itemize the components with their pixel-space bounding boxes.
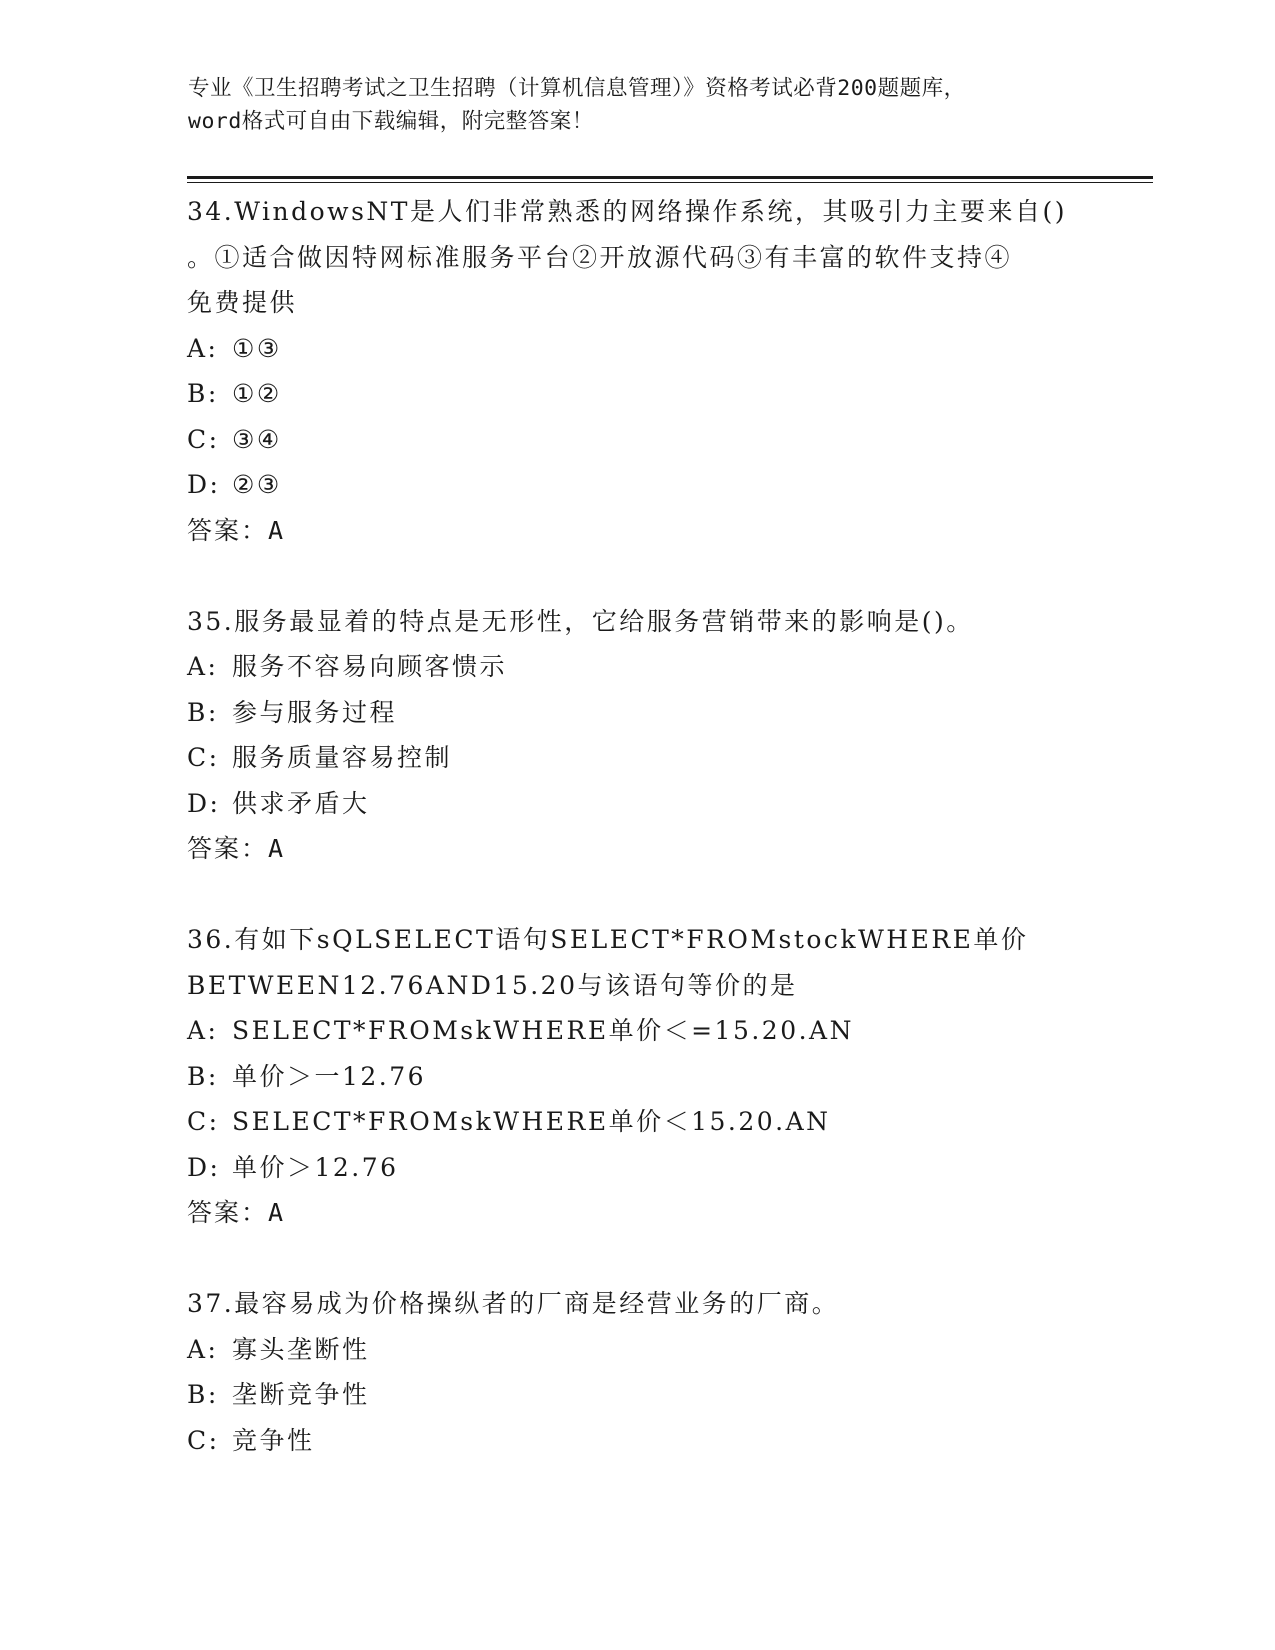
option-letter: B: xyxy=(187,697,219,727)
option-b xyxy=(187,1054,1087,1100)
option-text: 服务质量容易控制 xyxy=(232,743,453,772)
option-letter: B: xyxy=(187,1380,219,1409)
option-letter: B: xyxy=(187,379,219,408)
option-text: 寡头垄断性 xyxy=(232,1334,370,1364)
option-a xyxy=(187,1327,1087,1373)
option-letter: A: xyxy=(187,1334,219,1364)
question-35 xyxy=(187,599,1087,872)
option-c xyxy=(187,417,1087,463)
option-letter: D: xyxy=(187,1152,221,1182)
option-text: 供求矛盾大 xyxy=(232,788,370,818)
question-stem: 35.服务最显着的特点是无形性，它给服务营销带来的影响是()。 xyxy=(187,606,974,636)
question-stem: 37.最容易成为价格操纵者的厂商是经营业务的厂商。 xyxy=(187,1289,840,1318)
question-34 xyxy=(187,189,1087,553)
question-36 xyxy=(187,917,1087,1236)
option-text: 垄断竞争性 xyxy=(232,1380,370,1409)
option-letter: D: xyxy=(187,470,221,499)
answer-line: 答案：A xyxy=(187,1198,286,1227)
option-text: 单价＞12.76 xyxy=(232,1152,399,1182)
option-text: ①③ xyxy=(232,333,282,363)
document-header xyxy=(188,72,1088,138)
option-text: SELECT*FROMskWHERE单价＜=15.20.AN xyxy=(232,1016,854,1045)
option-text: ③④ xyxy=(232,424,282,454)
option-letter: A: xyxy=(187,652,219,681)
option-text: 参与服务过程 xyxy=(232,697,398,727)
option-c xyxy=(187,735,1087,781)
option-c xyxy=(187,1418,1087,1464)
header-line: word格式可自由下载编辑，附完整答案！ xyxy=(188,109,594,134)
option-letter: A: xyxy=(187,333,219,363)
option-c xyxy=(187,1099,1087,1145)
option-d xyxy=(187,1145,1087,1191)
question-stem: 。①适合做因特网标准服务平台②开放源代码③有丰富的软件支持④ xyxy=(187,242,1013,272)
question-list xyxy=(187,189,1087,1463)
option-a xyxy=(187,644,1087,690)
option-letter: B: xyxy=(187,1061,219,1091)
header-line: 专业《卫生招聘考试之卫生招聘（计算机信息管理）》资格考试必背200题题库， xyxy=(188,76,966,101)
option-b xyxy=(187,690,1087,736)
header-divider-thick xyxy=(187,176,1153,179)
option-text: ①② xyxy=(232,379,282,408)
option-letter: D: xyxy=(187,788,221,818)
option-d xyxy=(187,781,1087,827)
question-37 xyxy=(187,1281,1087,1463)
option-letter: C: xyxy=(187,1107,220,1136)
option-b xyxy=(187,371,1087,417)
option-b xyxy=(187,1372,1087,1418)
option-letter: C: xyxy=(187,743,220,772)
option-letter: C: xyxy=(187,1425,220,1455)
option-text: ②③ xyxy=(232,470,282,499)
option-text: 服务不容易向顾客愦示 xyxy=(232,652,508,681)
option-a xyxy=(187,1008,1087,1054)
option-letter: A: xyxy=(187,1016,219,1045)
answer-line: 答案：A xyxy=(187,834,286,863)
answer-line: 答案：A xyxy=(187,515,286,545)
question-stem: 免费提供 xyxy=(187,288,298,317)
question-stem: BETWEEN12.76AND15.20与该语句等价的是 xyxy=(187,970,798,1000)
option-d xyxy=(187,462,1087,508)
question-stem: 36.有如下sQLSELECT语句SELECT*FROMstockWHERE单价 xyxy=(187,925,1029,954)
option-text: SELECT*FROMskWHERE单价＜15.20.AN xyxy=(232,1107,831,1136)
option-text: 单价＞一12.76 xyxy=(232,1061,427,1091)
header-divider-thin xyxy=(187,182,1153,183)
question-stem: 34.WindowsNT是人们非常熟悉的网络操作系统，其吸引力主要来自() xyxy=(187,197,1067,226)
option-a xyxy=(187,326,1087,372)
option-text: 竞争性 xyxy=(232,1425,315,1455)
option-letter: C: xyxy=(187,424,220,454)
